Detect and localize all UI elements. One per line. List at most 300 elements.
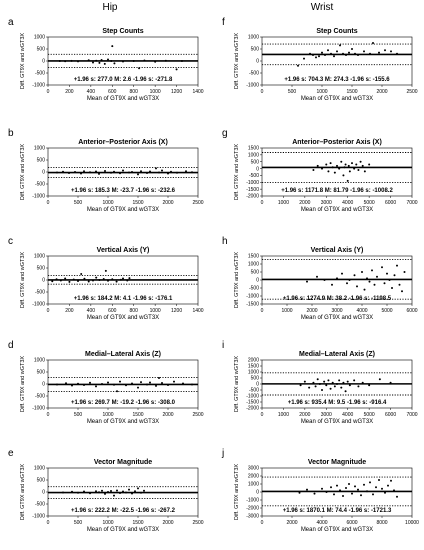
stats-value: -1.96 s: -1198.5 — [348, 296, 392, 302]
panel-title: Step Counts — [102, 28, 144, 35]
data-point — [321, 389, 323, 391]
data-point — [116, 390, 118, 392]
x-tick-label: 1000 — [281, 308, 293, 314]
data-point — [386, 273, 388, 275]
x-tick-label: 1400 — [192, 308, 204, 314]
data-point — [155, 385, 157, 387]
y-tick-label: 1500 — [247, 253, 259, 260]
data-point — [390, 382, 392, 384]
data-point — [325, 384, 327, 386]
data-point — [360, 161, 362, 163]
data-point — [357, 385, 359, 387]
data-point — [396, 496, 398, 498]
x-tick-label: 800 — [129, 308, 138, 314]
y-tick-label: 2000 — [247, 357, 259, 364]
x-axis-label: Mean of GT9X and wGT3X — [300, 207, 374, 213]
data-point — [88, 280, 90, 282]
data-point — [338, 168, 340, 170]
data-point — [331, 284, 333, 286]
y-tick-label: 1000 — [33, 465, 45, 472]
stats-text — [283, 296, 392, 302]
y-tick-label: -500 — [34, 501, 45, 508]
data-point — [64, 278, 66, 280]
data-point — [364, 289, 366, 291]
data-point — [105, 270, 107, 272]
y-tick-label: -500 — [248, 70, 259, 77]
data-point — [378, 52, 380, 54]
data-point — [321, 488, 323, 490]
y-tick-label: 1000 — [33, 145, 45, 152]
data-point — [65, 382, 67, 384]
stats-value: -1.96 s: -271.8 — [132, 77, 173, 83]
data-point — [62, 171, 64, 173]
data-point — [349, 384, 351, 386]
data-point — [340, 161, 342, 163]
data-point — [351, 162, 353, 164]
data-point — [51, 280, 53, 282]
data-point — [122, 60, 124, 62]
data-point — [372, 42, 374, 44]
stats-value: M: -23.7 — [111, 188, 134, 194]
data-point — [134, 490, 136, 492]
data-point — [371, 269, 373, 271]
data-point — [181, 60, 183, 62]
data-point — [316, 276, 318, 278]
data-point — [332, 166, 334, 168]
data-point — [68, 281, 70, 283]
y-axis-label: Diff. GT9X and wGT3X — [20, 355, 26, 413]
data-point — [381, 488, 383, 490]
y-tick-label: -2000 — [246, 505, 259, 512]
data-point — [309, 53, 311, 55]
data-point — [138, 67, 140, 69]
x-axis-label: Mean of GT9X and wGT3X — [86, 207, 160, 213]
data-point — [336, 50, 338, 52]
data-point — [339, 44, 341, 46]
y-tick-label: -500 — [248, 285, 259, 292]
stats-value: M: 38.2 — [326, 296, 348, 302]
y-tick-label: -1000 — [246, 82, 259, 89]
data-point — [110, 490, 112, 492]
data-point — [83, 170, 85, 172]
data-point — [318, 55, 320, 57]
data-point — [348, 52, 350, 54]
data-point — [336, 383, 338, 385]
stats-value: -1.96 s: -916.4 — [346, 400, 387, 406]
data-point — [336, 165, 338, 167]
data-point — [191, 383, 193, 385]
x-tick-label: 7000 — [406, 200, 418, 206]
data-point — [349, 170, 351, 172]
data-point — [128, 277, 130, 279]
stats-value: -1.96 s: -1721.3 — [348, 508, 392, 514]
data-point — [158, 377, 160, 379]
x-axis-label: Mean of GT9X and wGT3X — [86, 527, 160, 533]
x-axis-label: Mean of GT9X and wGT3X — [300, 96, 374, 102]
data-point — [357, 54, 359, 56]
panel-letter: f — [222, 17, 225, 28]
data-point — [68, 172, 70, 174]
x-tick-label: 4000 — [356, 308, 368, 314]
data-point — [366, 277, 368, 279]
y-tick-label: 1500 — [247, 145, 259, 152]
data-point — [354, 485, 356, 487]
stats-value: M: 81.79 — [324, 188, 349, 194]
data-point — [357, 169, 359, 171]
data-point — [71, 60, 73, 62]
x-tick-label: 3000 — [320, 412, 332, 418]
x-tick-label: 0 — [260, 520, 264, 526]
x-axis-label: Mean of GT9X and wGT3X — [300, 315, 374, 321]
y-tick-label: 0 — [256, 166, 259, 173]
data-point — [372, 493, 374, 495]
data-point — [342, 495, 344, 497]
x-tick-label: 400 — [86, 308, 96, 314]
data-point — [340, 387, 342, 389]
data-point — [306, 489, 308, 491]
panel-i — [222, 340, 418, 425]
y-tick-label: -500 — [34, 70, 45, 77]
data-point — [64, 60, 66, 62]
data-point — [333, 493, 335, 495]
y-tick-label: -500 — [34, 181, 45, 188]
data-point — [325, 163, 327, 165]
data-point — [154, 61, 156, 63]
stats-value: -1.96 s: -308.0 — [135, 400, 175, 406]
data-point — [378, 479, 380, 481]
data-point — [341, 273, 343, 275]
data-point — [355, 163, 357, 165]
data-point — [119, 381, 121, 383]
x-tick-label: 4000 — [342, 412, 354, 418]
data-point — [376, 276, 378, 278]
data-point — [131, 383, 133, 385]
data-point — [312, 382, 314, 384]
panel-title: Step Counts — [316, 28, 358, 35]
data-point — [357, 489, 359, 491]
data-point — [111, 278, 113, 280]
panel-h — [222, 236, 418, 321]
data-point — [103, 278, 105, 280]
data-point — [345, 487, 347, 489]
x-tick-label: 2500 — [192, 200, 204, 206]
data-point — [126, 279, 128, 281]
data-point — [113, 495, 115, 497]
x-tick-label: 0 — [46, 89, 50, 95]
data-point — [122, 491, 124, 493]
x-tick-label: 1200 — [171, 89, 183, 95]
data-point — [95, 60, 97, 62]
panel-j — [221, 448, 419, 533]
x-tick-label: 0 — [46, 308, 50, 314]
data-point — [110, 172, 112, 174]
x-axis-label: Mean of GT9X and wGT3X — [86, 315, 160, 321]
data-point — [364, 170, 366, 172]
x-tick-label: 1000 — [102, 200, 114, 206]
stats-text — [283, 508, 392, 514]
data-point — [336, 485, 338, 487]
data-point — [59, 60, 61, 62]
y-tick-label: 500 — [250, 46, 259, 53]
x-tick-label: 1000 — [102, 412, 114, 418]
panel-title: Medial–Lateral Axis (Z) — [85, 351, 161, 358]
x-tick-label: 1000 — [277, 200, 289, 206]
data-point — [104, 63, 106, 65]
data-point — [116, 281, 118, 283]
data-point — [95, 171, 97, 173]
data-point — [143, 60, 145, 62]
data-point — [344, 166, 346, 168]
stats-value: +1.96 s: 704.3 — [284, 77, 324, 83]
data-point — [324, 54, 326, 56]
x-tick-label: 0 — [46, 412, 50, 418]
stats-text — [74, 77, 173, 83]
panel-letter: a — [8, 17, 14, 28]
column-title-wrist: Wrist — [310, 2, 334, 13]
y-tick-label: -1500 — [246, 301, 259, 308]
data-point — [330, 388, 332, 390]
data-point — [92, 61, 94, 63]
data-point — [317, 165, 319, 167]
data-point — [113, 384, 115, 386]
x-tick-label: 3000 — [331, 308, 343, 314]
stats-value: M: 9.5 — [328, 400, 346, 406]
data-point — [304, 381, 306, 383]
data-point — [384, 49, 386, 51]
data-point — [176, 68, 178, 70]
data-point — [339, 489, 341, 491]
data-point — [92, 279, 94, 281]
data-point — [366, 490, 368, 492]
panel-title: Anterior–Posterior Axis (X) — [292, 139, 382, 146]
data-point — [303, 58, 305, 60]
data-point — [170, 171, 172, 173]
y-tick-label: 0 — [42, 58, 45, 65]
data-point — [101, 490, 103, 492]
data-point — [363, 50, 365, 52]
column-title-hip: Hip — [102, 2, 118, 13]
y-tick-label: -1000 — [246, 179, 259, 186]
y-tick-label: 500 — [36, 265, 45, 272]
data-point — [80, 273, 82, 275]
stats-value: -1.96 s: -176.1 — [132, 296, 173, 302]
data-point — [111, 45, 113, 47]
stats-value: +1.96 s: 185.3 — [71, 188, 110, 194]
y-tick-label: 500 — [36, 477, 45, 484]
data-point — [140, 492, 142, 494]
x-tick-label: 1500 — [132, 412, 144, 418]
data-point — [95, 385, 97, 387]
data-point — [369, 53, 371, 55]
data-point — [342, 174, 344, 176]
data-point — [354, 53, 356, 55]
data-point — [71, 384, 73, 386]
data-point — [155, 167, 157, 169]
x-tick-label: 2000 — [162, 520, 174, 526]
data-point — [334, 385, 336, 387]
y-axis-label: Diff. GT9X and wGT3X — [20, 463, 26, 521]
data-point — [362, 165, 364, 167]
data-point — [56, 278, 58, 280]
x-tick-label: 500 — [73, 412, 83, 418]
panel-letter: b — [8, 128, 14, 139]
data-point — [128, 489, 130, 491]
x-tick-label: 1500 — [132, 200, 144, 206]
data-point — [137, 387, 139, 389]
panel-letter: c — [8, 236, 13, 247]
y-tick-label: -500 — [248, 387, 259, 394]
data-point — [191, 171, 193, 173]
data-point — [137, 173, 139, 175]
data-point — [116, 490, 118, 492]
x-axis-label: Mean of GT9X and wGT3X — [300, 419, 374, 425]
panel-letter: e — [8, 448, 14, 459]
x-tick-label: 6000 — [406, 308, 418, 314]
x-tick-label: 1000 — [102, 520, 114, 526]
panel-title: Vector Magnitude — [307, 459, 367, 466]
data-point — [60, 279, 62, 281]
panel-letter: h — [222, 236, 228, 247]
y-tick-label: 1000 — [33, 357, 45, 364]
y-axis-label: Diff. GT9X and wGT3X — [234, 251, 240, 309]
data-point — [315, 56, 317, 58]
data-point — [384, 282, 386, 284]
x-tick-label: 7000 — [406, 412, 418, 418]
data-point — [381, 266, 383, 268]
y-tick-label: -2000 — [246, 193, 259, 200]
data-point — [374, 284, 376, 286]
data-point — [297, 65, 299, 67]
stats-value: +1.96 s: 277.0 — [73, 77, 113, 83]
panel-e — [8, 448, 204, 533]
y-axis-label: Diff. GT9X and wGT3X — [20, 251, 26, 309]
x-tick-label: 6000 — [385, 200, 397, 206]
data-point — [315, 385, 317, 387]
stats-value: M: -22.5 — [111, 508, 134, 514]
x-tick-label: 200 — [65, 308, 74, 314]
data-point — [353, 168, 355, 170]
x-tick-label: 2000 — [286, 520, 298, 526]
x-tick-label: 3000 — [320, 200, 332, 206]
data-point — [327, 170, 329, 172]
data-point — [393, 489, 395, 491]
y-tick-label: -3000 — [246, 513, 259, 520]
stats-value: +1.96 s: 1171.8 — [281, 188, 324, 194]
x-tick-label: 1000 — [277, 412, 289, 418]
stats-value: +1.96 s: 269.7 — [71, 400, 110, 406]
data-point — [349, 279, 351, 281]
y-tick-label: 0 — [42, 489, 45, 496]
data-point — [119, 172, 121, 174]
stats-value: M: 74.4 — [326, 508, 347, 514]
panel-letter: d — [8, 340, 14, 351]
data-point — [104, 493, 106, 495]
data-point — [345, 54, 347, 56]
data-point — [107, 491, 109, 493]
data-point — [80, 172, 82, 174]
data-point — [401, 290, 403, 292]
data-point — [346, 282, 348, 284]
data-point — [404, 271, 406, 273]
data-point — [149, 382, 151, 384]
data-point — [342, 53, 344, 55]
data-point — [119, 492, 121, 494]
data-point — [125, 491, 127, 493]
x-tick-label: 2000 — [299, 200, 311, 206]
x-tick-label: 4000 — [316, 520, 328, 526]
y-tick-label: -1000 — [246, 393, 259, 400]
y-tick-label: 0 — [256, 277, 259, 284]
data-point — [369, 281, 371, 283]
y-tick-label: 500 — [36, 46, 45, 53]
stats-value: M: 2.6 — [114, 77, 132, 83]
data-point — [330, 486, 332, 488]
data-point — [62, 491, 64, 493]
data-point — [101, 383, 103, 385]
x-tick-label: 600 — [108, 89, 117, 95]
stats-value: -1.96 s: -1008.2 — [350, 188, 393, 194]
data-point — [387, 485, 389, 487]
data-point — [314, 493, 316, 495]
y-tick-label: 1000 — [247, 152, 259, 159]
data-point — [77, 383, 79, 385]
y-tick-label: 0 — [256, 58, 259, 65]
data-point — [158, 171, 160, 173]
x-tick-label: 1500 — [132, 520, 144, 526]
data-point — [356, 285, 358, 287]
stats-text — [71, 400, 176, 406]
y-tick-label: 1000 — [247, 481, 259, 488]
x-tick-label: 0 — [260, 308, 264, 314]
x-tick-label: 1400 — [192, 89, 204, 95]
data-point — [149, 171, 151, 173]
data-point — [143, 490, 145, 492]
panel-title: Vector Magnitude — [93, 459, 153, 466]
data-point — [334, 172, 336, 174]
data-point — [77, 60, 79, 62]
y-tick-label: -2000 — [246, 405, 259, 412]
data-point — [347, 381, 349, 383]
data-point — [384, 492, 386, 494]
panel-letter: j — [222, 448, 225, 459]
data-point — [353, 379, 355, 381]
data-point — [89, 382, 91, 384]
data-point — [326, 491, 328, 493]
y-tick-label: 1000 — [247, 369, 259, 376]
data-point — [140, 381, 142, 383]
stats-text — [284, 77, 390, 83]
data-point — [107, 382, 109, 384]
y-tick-label: 1000 — [247, 261, 259, 268]
data-point — [83, 491, 85, 493]
data-point — [131, 492, 133, 494]
data-point — [390, 480, 392, 482]
x-tick-label: 500 — [73, 200, 83, 206]
y-tick-label: 500 — [250, 375, 259, 382]
y-tick-label: -1000 — [246, 497, 259, 504]
data-point — [396, 265, 398, 267]
data-point — [338, 379, 340, 381]
data-point — [351, 493, 353, 495]
x-tick-label: 0 — [46, 520, 50, 526]
data-point — [348, 483, 350, 485]
data-point — [368, 384, 370, 386]
x-tick-label: 1500 — [346, 89, 358, 95]
data-point — [319, 383, 321, 385]
y-tick-label: -1000 — [32, 82, 45, 89]
x-tick-label: 2500 — [192, 412, 204, 418]
data-point — [300, 384, 302, 386]
